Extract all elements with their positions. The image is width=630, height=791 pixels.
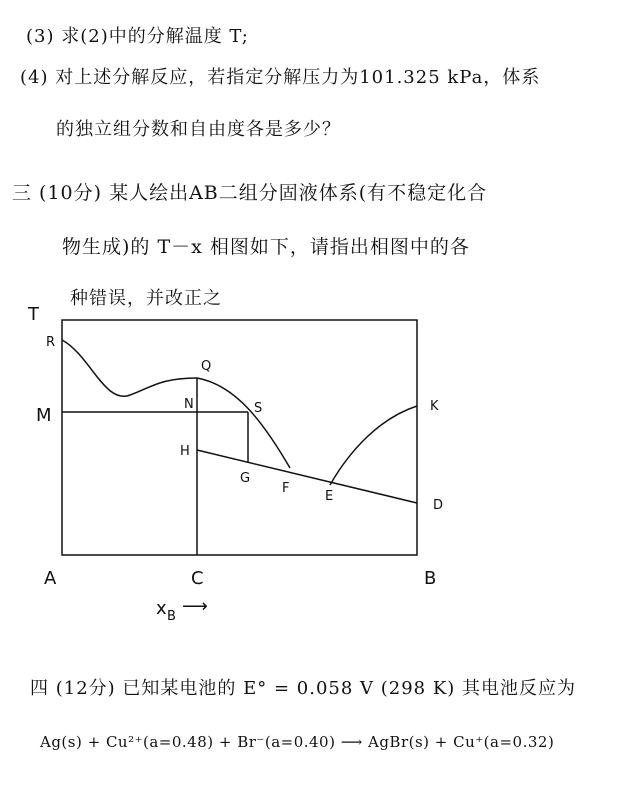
label-N: N	[184, 397, 194, 412]
x-axis-label: x	[156, 598, 167, 619]
question-4-line-2: 的独立组分数和自由度各是多少？	[56, 119, 341, 140]
phase-diagram	[0, 300, 630, 630]
diagram-frame	[62, 320, 417, 555]
label-S: S	[254, 401, 263, 416]
label-G: G	[240, 471, 251, 486]
label-Q: Q	[201, 359, 212, 374]
section-3-line-1: 三 (10分) 某人绘出AB二组分固液体系(有不稳定化合	[12, 182, 488, 204]
label-F: F	[282, 481, 290, 496]
label-H: H	[180, 444, 190, 459]
label-C: C	[191, 568, 204, 589]
question-4-line-1: (4) 对上述分解反应，若指定分解压力为101.325 kPa，体系	[20, 67, 541, 88]
label-E: E	[325, 489, 334, 504]
section-4-line-2: Ag(s) + Cu²⁺(a=0.48) + Br⁻(a=0.40) ⟶ AgBr(s) + Cu⁺(a=0.32)	[40, 733, 555, 751]
section-3-line-3: 种错误，并改正之	[70, 288, 222, 309]
x-axis-subscript: B	[167, 609, 176, 624]
label-K: K	[430, 399, 439, 414]
label-D: D	[433, 498, 444, 513]
solidus-hd	[197, 450, 417, 503]
liquidus-ek-curve	[330, 406, 417, 485]
section-3-line-2: 物生成)的 T－x 相图如下，请指出相图中的各	[62, 236, 470, 258]
label-T: T	[28, 304, 39, 325]
section-4-line-1: 四 (12分) 已知某电池的 E° = 0.058 V (298 K) 其电池反应为	[30, 678, 577, 699]
liquidus-left-curve	[62, 340, 197, 396]
label-A: A	[44, 568, 57, 589]
label-B: B	[424, 568, 437, 589]
question-3: (3) 求(2)中的分解温度 T;	[26, 26, 249, 47]
x-axis-arrow: ⟶	[182, 596, 208, 617]
label-M: M	[36, 405, 52, 426]
liquidus-qf-curve	[197, 378, 290, 468]
label-R: R	[46, 335, 56, 350]
